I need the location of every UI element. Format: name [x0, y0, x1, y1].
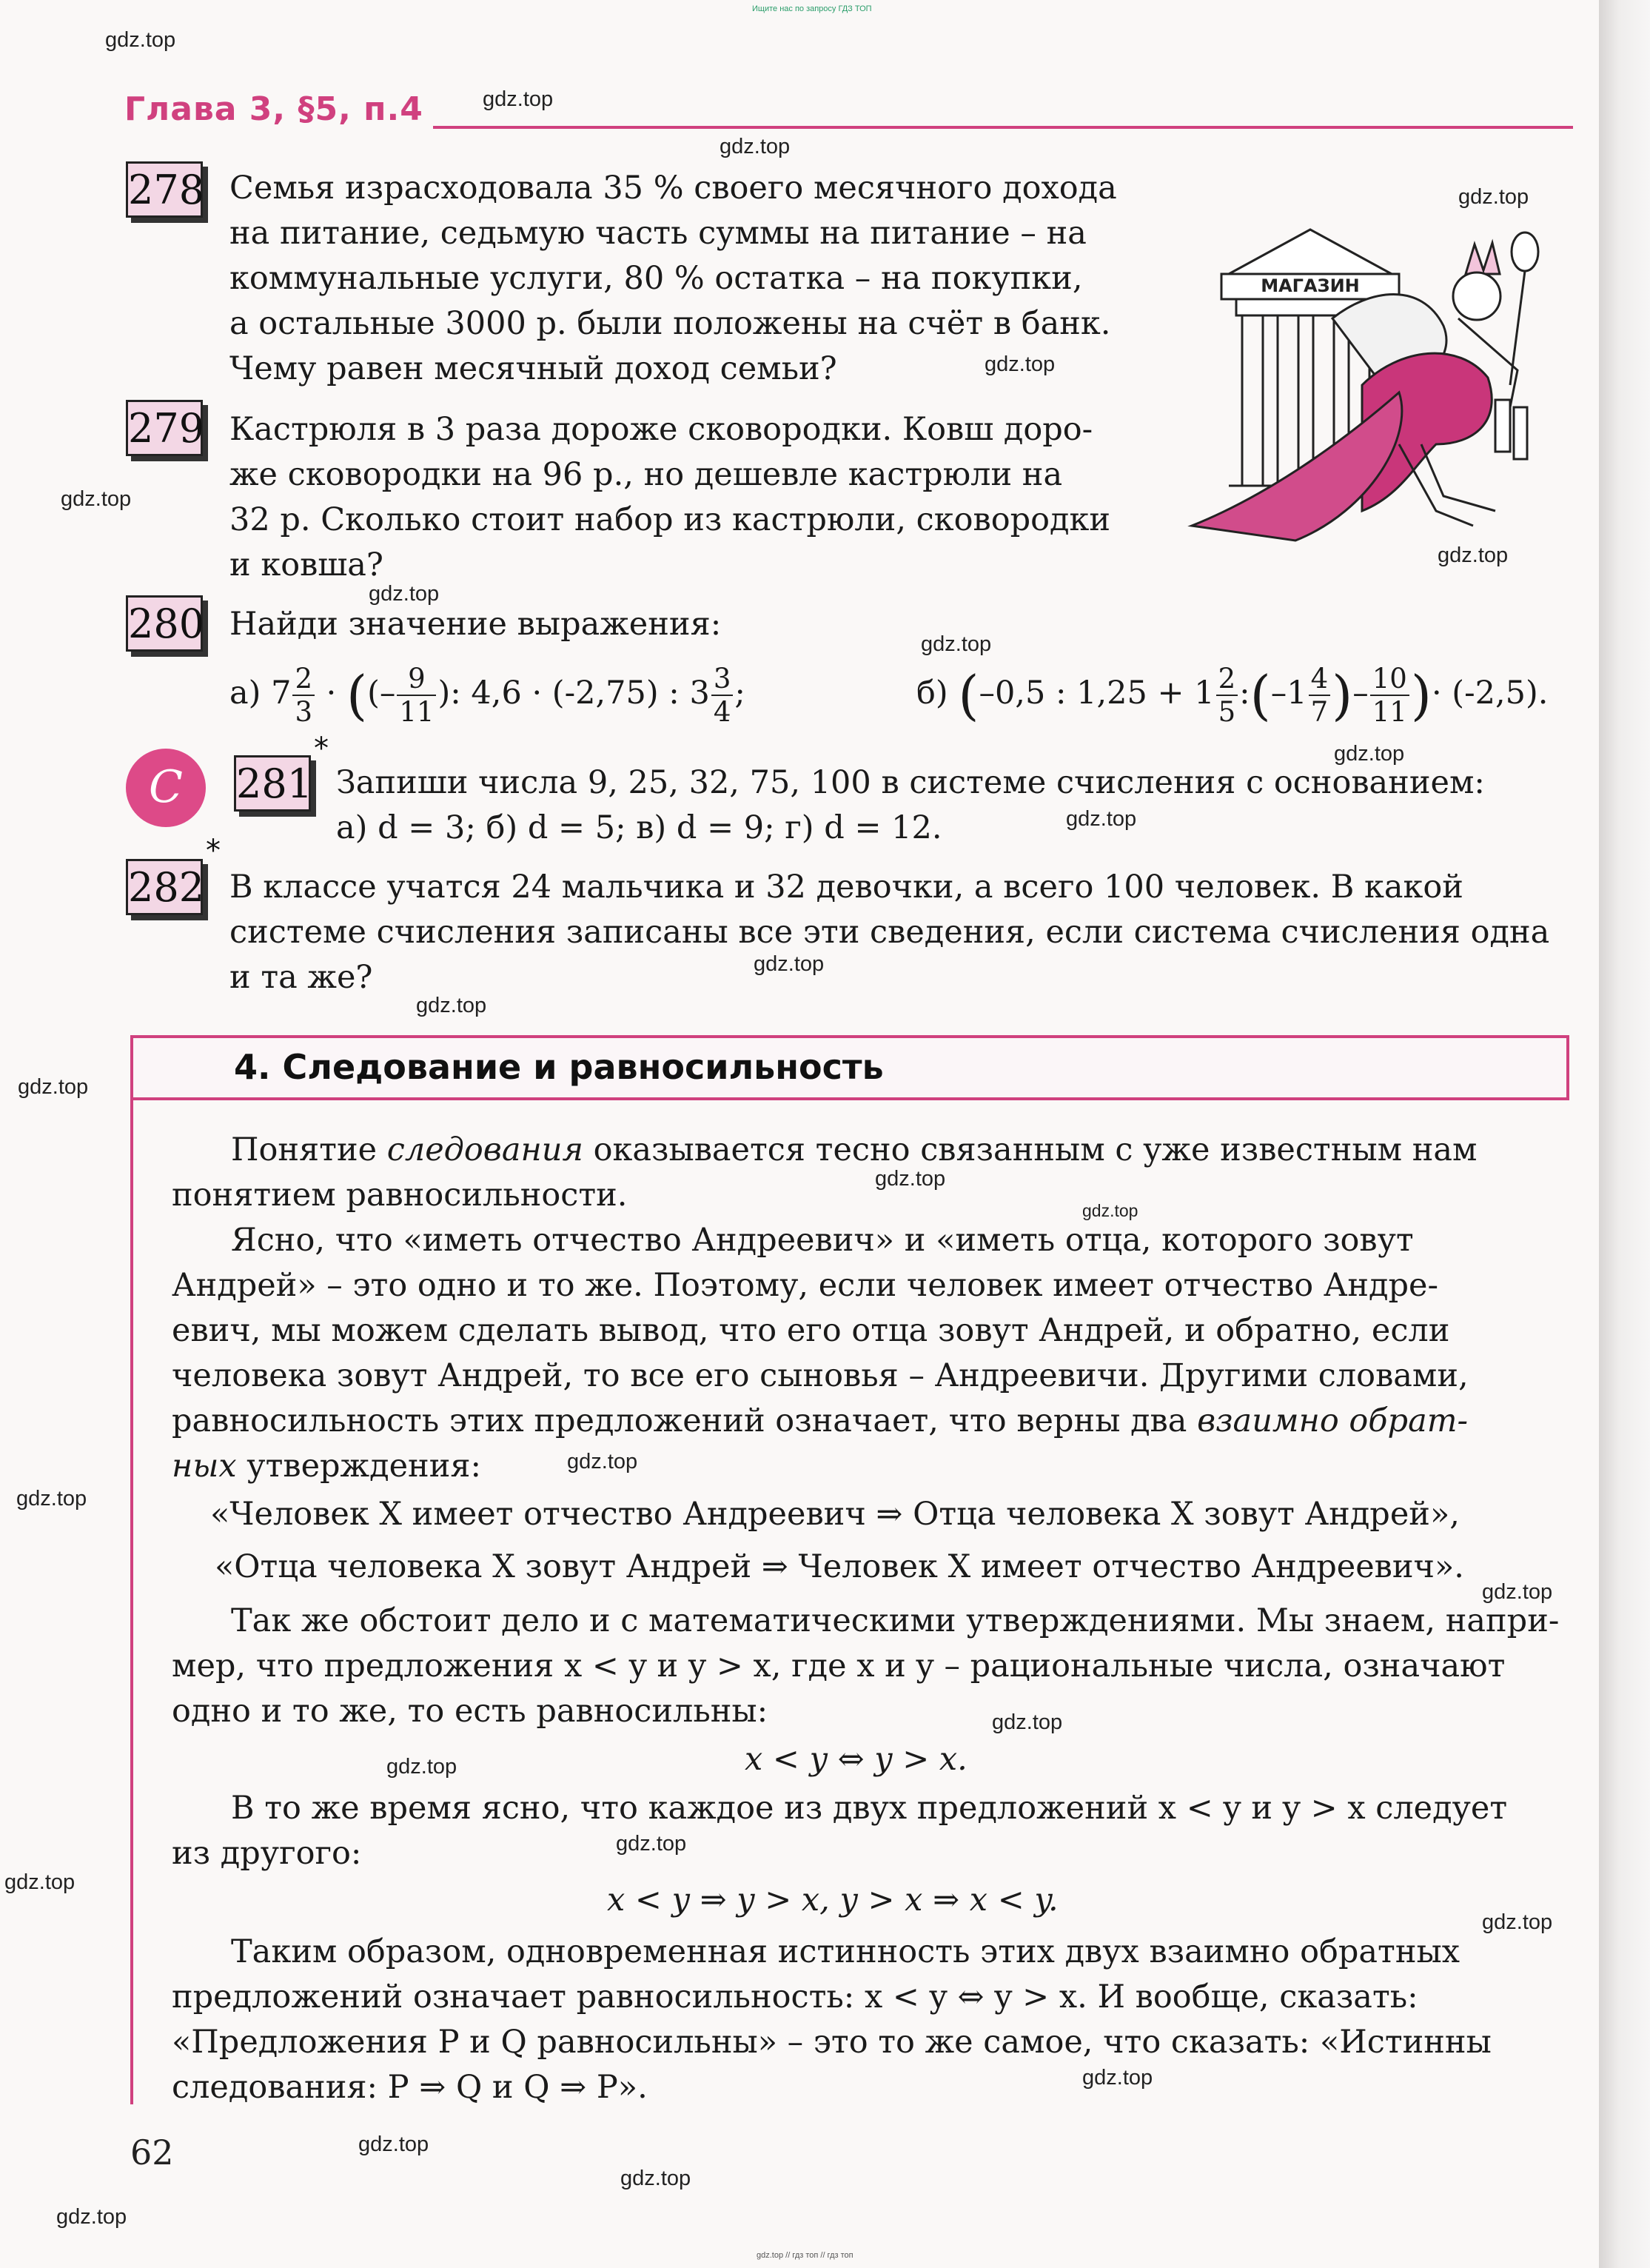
- watermark: gdz.top: [416, 994, 487, 1017]
- section-paragraph-line: предложений означает равносильность: x < y ⇔ y > x. И вообще, сказать:: [172, 1978, 1418, 2016]
- watermark: gdz.top: [1066, 807, 1137, 831]
- formula: x < y ⇔ y > x.: [745, 1741, 967, 1778]
- problem-279-line: Кастрюля в 3 раза дороже сковородки. Ковш доро-: [229, 411, 1093, 448]
- section-paragraph-line: мер, что предложения x < y и y > x, где x и y – рациональные числа, означают: [172, 1648, 1506, 1685]
- page-number: 62: [130, 2132, 174, 2172]
- star-mark: *: [206, 834, 221, 868]
- problem-number: 282: [126, 859, 203, 915]
- section-paragraph-line: Ясно, что «иметь отчество Андреевич» и «иметь отца, которого зовут: [231, 1222, 1414, 1259]
- bottom-note: gdz.top // гдз топ // гдз топ: [757, 2251, 853, 2260]
- problem-282-line: и та же?: [229, 959, 373, 996]
- section-paragraph-line: ных утверждения:: [172, 1448, 481, 1485]
- section-paragraph-line: следования: P ⇒ Q и Q ⇒ P».: [172, 2069, 648, 2106]
- watermark: gdz.top: [105, 28, 176, 52]
- watermark: gdz.top: [1458, 185, 1529, 209]
- watermark: gdz.top: [875, 1167, 946, 1191]
- section-paragraph-line: Так же обстоит дело и с математическими утверждениями. Мы знаем, напри-: [231, 1602, 1560, 1639]
- section-paragraph-line: человека зовут Андрей, то все его сыновья – Андреевичи. Другими словами,: [172, 1357, 1469, 1394]
- watermark: gdz.top: [620, 2167, 691, 2190]
- section-paragraph-line: равносильность этих предложений означает, что верны два взаимно обрат-: [172, 1402, 1469, 1439]
- problem-282-line: В классе учатся 24 мальчика и 32 девочки, а всего 100 человек. В какой: [229, 869, 1463, 906]
- watermark: gdz.top: [921, 632, 992, 656]
- section-paragraph-line: Понятие следования оказывается тесно связанным с уже известным нам: [231, 1131, 1478, 1168]
- problem-number: 278: [126, 161, 203, 218]
- chapter-rule: [433, 126, 1573, 129]
- section-title: 4. Следование и равносильность: [234, 1047, 884, 1087]
- watermark: gdz.top: [358, 2132, 429, 2156]
- section-margin-rule: [130, 1100, 133, 2104]
- shop-illustration: [1177, 200, 1555, 570]
- quote-line: «Отца человека X зовут Андрей ⇒ Человек X имеет отчество Андреевич».: [215, 1548, 1464, 1585]
- watermark: gdz.top: [1482, 1910, 1553, 1934]
- watermark: gdz.top: [1082, 1201, 1138, 1220]
- watermark: gdz.top: [1438, 543, 1509, 567]
- watermark: gdz.top: [483, 87, 554, 111]
- problem-278-line: а остальные 3000 р. были положены на счёт в банк.: [229, 305, 1111, 342]
- watermark: gdz.top: [61, 487, 132, 511]
- problem-281-line: Запиши числа 9, 25, 32, 75, 100 в системе счисления с основанием:: [336, 764, 1485, 801]
- watermark: gdz.top: [18, 1075, 89, 1099]
- section-paragraph-line: Таким образом, одновременная истинность этих двух взаимно обратных: [231, 1933, 1460, 1970]
- watermark: gdz.top: [16, 1487, 87, 1511]
- chapter-heading: Глава 3, §5, п.4: [124, 90, 423, 128]
- watermark: gdz.top: [567, 1450, 638, 1473]
- section-paragraph-line: одно и то же, то есть равносильны:: [172, 1693, 768, 1730]
- section-paragraph-line: евич, мы можем сделать вывод, что его отца зовут Андрей, и обратно, если: [172, 1312, 1450, 1349]
- watermark: gdz.top: [1334, 742, 1405, 766]
- watermark: gdz.top: [992, 1710, 1063, 1734]
- problem-280-part-b: б) (–0,5 : 1,25 + 1 $\frac{2}{5}$ :(–1 $\frac{4}{7}$ )– $\frac{10}{11}$ )· (-2,5).: [916, 663, 1549, 728]
- section-paragraph-line: из другого:: [172, 1835, 362, 1872]
- quote-line: «Человек X имеет отчество Андреевич ⇒ Отца человека X зовут Андрей»,: [210, 1496, 1460, 1533]
- watermark: gdz.top: [1482, 1580, 1553, 1604]
- watermark: gdz.top: [56, 2205, 127, 2229]
- watermark: gdz.top: [720, 135, 791, 158]
- problem-278-line: на питание, седьмую часть суммы на питание – на: [229, 215, 1087, 252]
- problem-281-line: а) d = 3; б) d = 5; в) d = 9; г) d = 12.: [336, 809, 942, 846]
- problem-278-line: коммунальные услуги, 80 % остатка – на покупки,: [229, 260, 1083, 297]
- watermark: gdz.top: [754, 952, 825, 976]
- problem-280-part-a: а) 7 $\frac{2}{3}$ · ((– $\frac{9}{11}$ ): 4,6 · (-2,75) : 3 $\frac{3}{4}$ ;: [229, 663, 745, 728]
- star-mark: *: [314, 732, 329, 766]
- watermark: gdz.top: [386, 1755, 457, 1779]
- section-paragraph-line: В то же время ясно, что каждое из двух предложений x < y и y > x следует: [231, 1790, 1508, 1827]
- watermark: gdz.top: [985, 352, 1056, 376]
- watermark: gdz.top: [4, 1870, 76, 1894]
- watermark: gdz.top: [1082, 2066, 1153, 2090]
- watermark: gdz.top: [369, 582, 440, 606]
- problem-number: 281: [234, 755, 311, 812]
- section-paragraph-line: понятием равносильности.: [172, 1177, 628, 1214]
- problem-number: 280: [126, 595, 203, 652]
- top-note: Ищите нас по запросу ГДЗ ТОП: [752, 4, 872, 13]
- problem-279-line: же сковородки на 96 р., но дешевле кастрюли на: [229, 456, 1063, 493]
- creative-badge: C: [126, 749, 206, 827]
- problem-number: 279: [126, 400, 203, 456]
- shop-sign: МАГАЗИН: [1261, 275, 1360, 296]
- problem-279-line: 32 р. Сколько стоит набор из кастрюли, сковородки: [229, 501, 1111, 538]
- problem-282-line: системе счисления записаны все эти сведения, если система счисления одна: [229, 914, 1550, 951]
- formula: x < y ⇒ y > x, y > x ⇒ x < y.: [607, 1881, 1059, 1919]
- problem-280-text: Найди значение выражения:: [229, 606, 722, 643]
- problem-279-line: и ковша?: [229, 546, 383, 583]
- watermark: gdz.top: [616, 1832, 687, 1856]
- section-paragraph-line: Андрей» – это одно и то же. Поэтому, если человек имеет отчество Андре-: [172, 1267, 1439, 1304]
- problem-278-line: Семья израсходовала 35 % своего месячного дохода: [229, 170, 1117, 207]
- section-paragraph-line: «Предложения P и Q равносильны» – это то же самое, что сказать: «Истинны: [172, 2024, 1492, 2061]
- page-edge-shadow: [1599, 0, 1650, 2268]
- problem-278-line: Чему равен месячный доход семьи?: [229, 350, 837, 387]
